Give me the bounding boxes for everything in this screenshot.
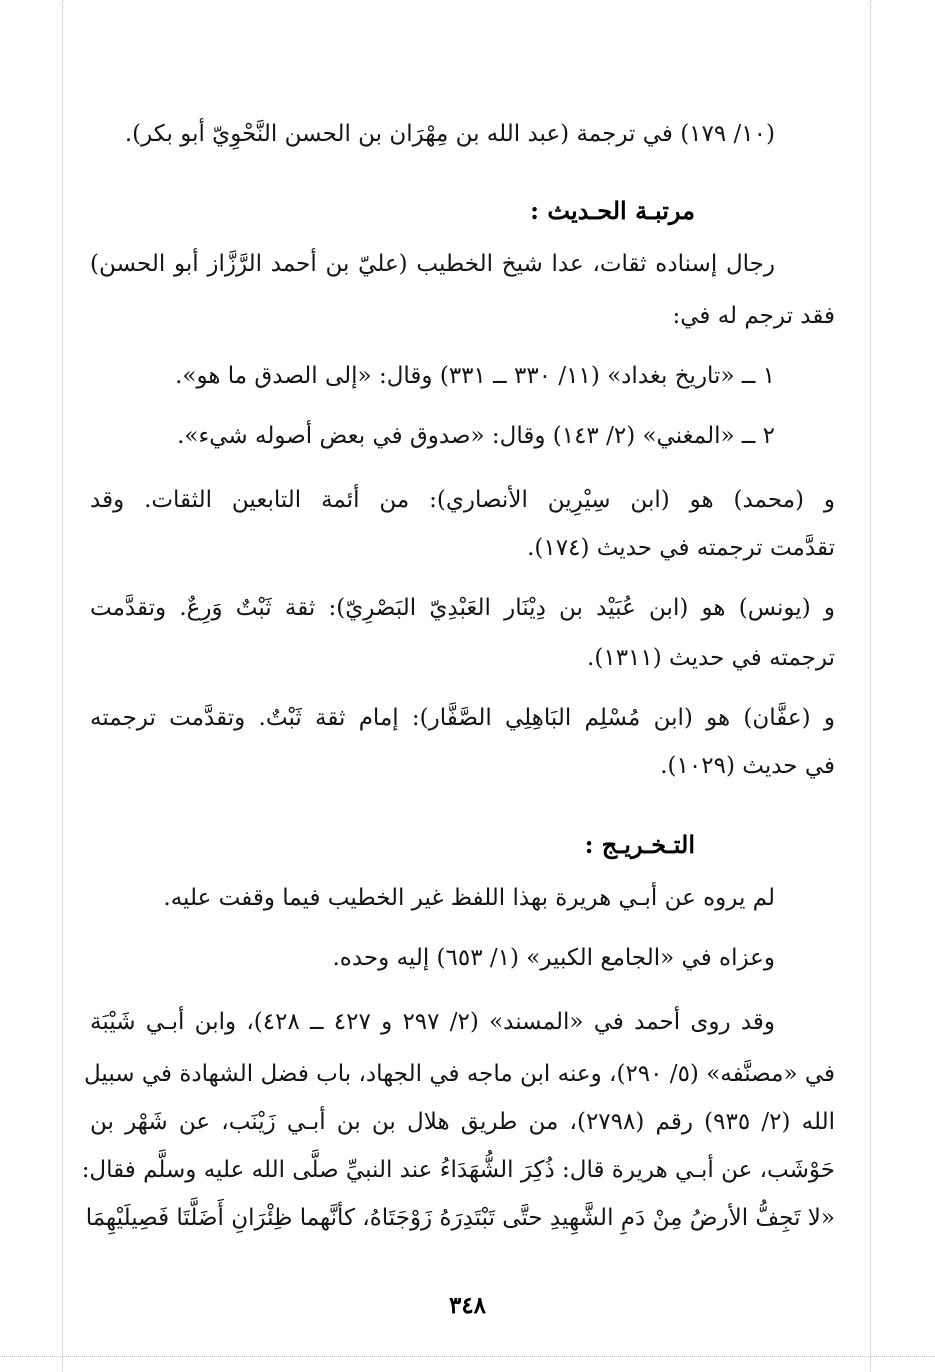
section-heading-takhrij: التـخـريـج : — [584, 830, 695, 859]
takhrij-paragraph-line-5: «لا تَجِفُّ الأرضُ مِنْ دَمِ الشَّهِيدِ حتَّى تَبْتَدِرَهُ زَوْجَتَاهُ، كأنَّهما ظِئْرَانِ أَضَلَّتَا فَصِيلَيْهِمَا — [85, 1205, 835, 1231]
grade-intro-line-2: فقد ترجم له في: — [672, 303, 835, 329]
takhrij-paragraph-line-1: وقد روى أحمد في «المسند» (٢/ ٢٩٧ و ٤٢٧ ــ ٤٢٨)، وابن أبـي شَيْبَة — [90, 1009, 775, 1035]
takhrij-paragraph-line-3: الله (٢/ ٩٣٥) رقم (٢٧٩٨)، من طريق هلال بن بن أبـي زَيْنَب، عن شَهْر بن — [90, 1109, 835, 1135]
numbered-item-2: ٢ ــ «المغني» (٢/ ١٤٣) وقال: «صدوق في بعض أصوله شيء». — [177, 423, 775, 449]
narrator-yunus-line-2: ترجمته في حديث (١٣١١). — [587, 645, 835, 671]
narrator-muhammad-line-1: و (محمد) هو (ابن سِيْرِين الأنصاري): من أئمة التابعين الثقات. وقد — [90, 487, 835, 513]
takhrij-paragraph-line-2: في «مصنَّفه» (٥/ ٢٩٠)، وعنه ابن ماجه في الجهاد، باب فضل الشهادة في سبيل — [83, 1061, 835, 1087]
page-number: ٣٤٨ — [448, 1292, 487, 1319]
takhrij-paragraph-line-4: حَوْشَب، عن أبـي هريرة قال: ذُكِرَ الشُّهَدَاءُ عند النبيِّ صلَّى الله عليه وسلَّم فقال: — [81, 1157, 835, 1183]
scan-guide-line-left — [62, 0, 63, 1372]
narrator-affan-line-1: و (عفَّان) هو (ابن مُسْلِم البَاهِلِي الصَّفَّار): إمام ثقة ثَبْتٌ. وتقدَّمت ترجمته — [90, 705, 835, 731]
scan-guide-line-bottom — [0, 1356, 935, 1357]
takhrij-line-1: لم يروه عن أبـي هريرة بهذا اللفظ غير الخطيب فيما وقفت عليه. — [163, 885, 775, 911]
takhrij-line-2: وعزاه في «الجامع الكبير» (١/ ٦٥٣) إليه وحده. — [332, 945, 775, 971]
narrator-affan-line-2: في حديث (١٠٢٩). — [660, 753, 835, 779]
narrator-yunus-line-1: و (يونس) هو (ابن عُبَيْد بن دِيْنَار العَبْدِيّ البَصْرِيّ): ثقة ثَبْتٌ وَرِعٌ. وتقدَّمت — [90, 595, 835, 621]
reference-line: (١٠/ ١٧٩) في ترجمة (عبد الله بن مِهْرَان بن الحسن النَّحْوِيّ أبو بكر). — [124, 121, 775, 147]
section-heading-grade: مرتبـة الحـديث : — [530, 196, 695, 225]
scan-guide-line-right — [870, 0, 871, 1372]
narrator-muhammad-line-2: تقدَّمت ترجمته في حديث (١٧٤). — [527, 535, 835, 561]
grade-intro-line-1: رجال إسناده ثقات، عدا شيخ الخطيب (عليّ بن أحمد الرَّزَّاز أبو الحسن) — [90, 251, 775, 277]
numbered-item-1: ١ ــ «تاريخ بغداد» (١١/ ٣٣٠ ــ ٣٣١) وقال: «إلى الصدق ما هو». — [175, 363, 775, 389]
